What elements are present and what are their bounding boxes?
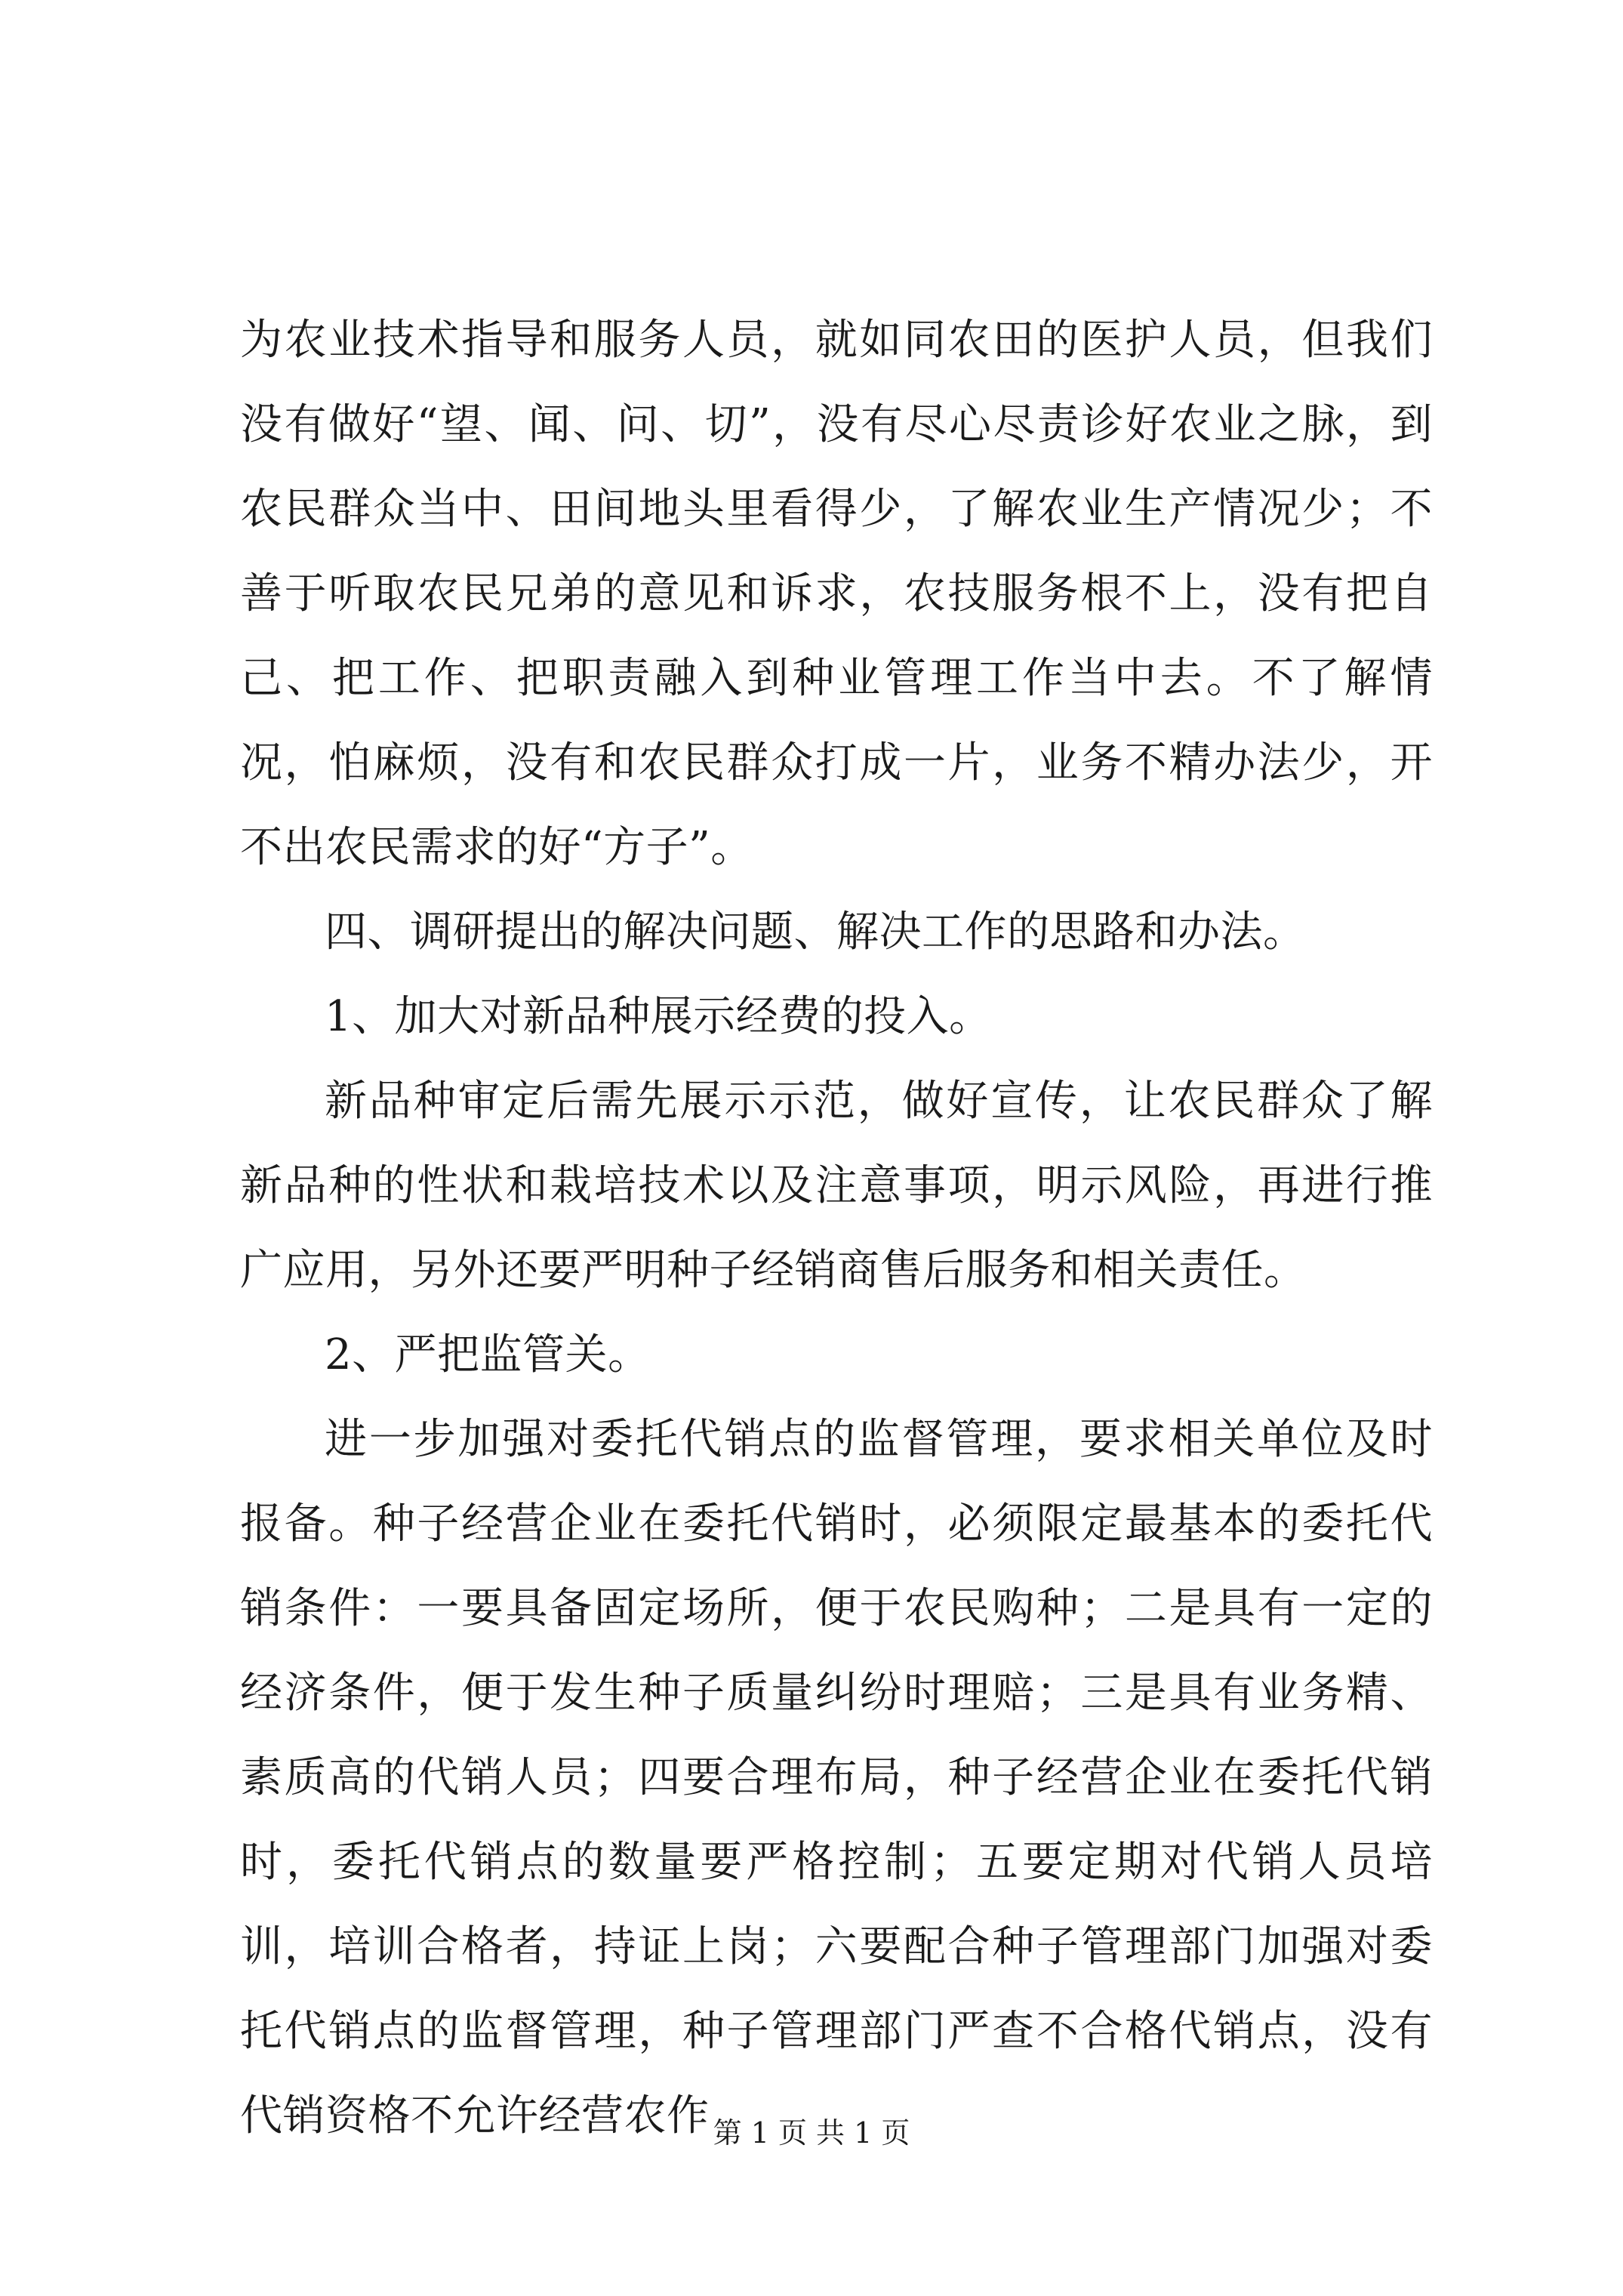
subheading-1: 1、加大对新品种展示经费的投入。 [325, 992, 992, 1041]
subheading-2: 2、严把监管关。 [325, 1330, 651, 1379]
page-footer: 第 1 页 共 1 页 [713, 2116, 910, 2150]
paragraph-new-variety: 新品种审定后需先展示示范，做好宣传，让农民群众了解新品种的性状和栽培技术以及注意事项，明示风险，再进行推广应用，另外还要严明种子经销商售后服务和相关责任。 [240, 1077, 1433, 1295]
paragraph-supervision: 进一步加强对委托代销点的监督管理，要求相关单位及时报备。种子经营企业在委托代销时，必须限定最基本的委托代销条件：一要具备固定场所，便于农民购种；二是具有一定的经济条件，便于发生种子质量纠纷时理赔；三是具有业务精、素质高的代销人员；四要合理布局，种子经营企业在委托代销时，委托代销点的数量要严格控制；五要定期对代销人员培训，培训合格者，持证上岗；六要配合种子管理部门加强对委托代销点的监督管理，种子管理部门严查不合格代销点，没有代销资格不允许经营农作 [240, 1415, 1433, 2140]
paragraph-1: 为农业技术指导和服务人员，就如同农田的医护人员，但我们没有做好“望、闻、问、切”，没有尽心尽责诊好农业之脉，到农民群众当中、田间地头里看得少，了解农业生产情况少；不善于听取农民兄弟的意见和诉求，农技服务根不上，没有把自己、把工作、把职责融入到种业管理工作当中去。不了解情况，怕麻烦，没有和农民群众打成一片，业务不精办法少，开不出农民需求的好“方子”。 [240, 316, 1433, 872]
section-heading-4: 四、调研提出的解决问题、解决工作的思路和办法。 [325, 908, 1306, 957]
document-body [240, 298, 1433, 2159]
